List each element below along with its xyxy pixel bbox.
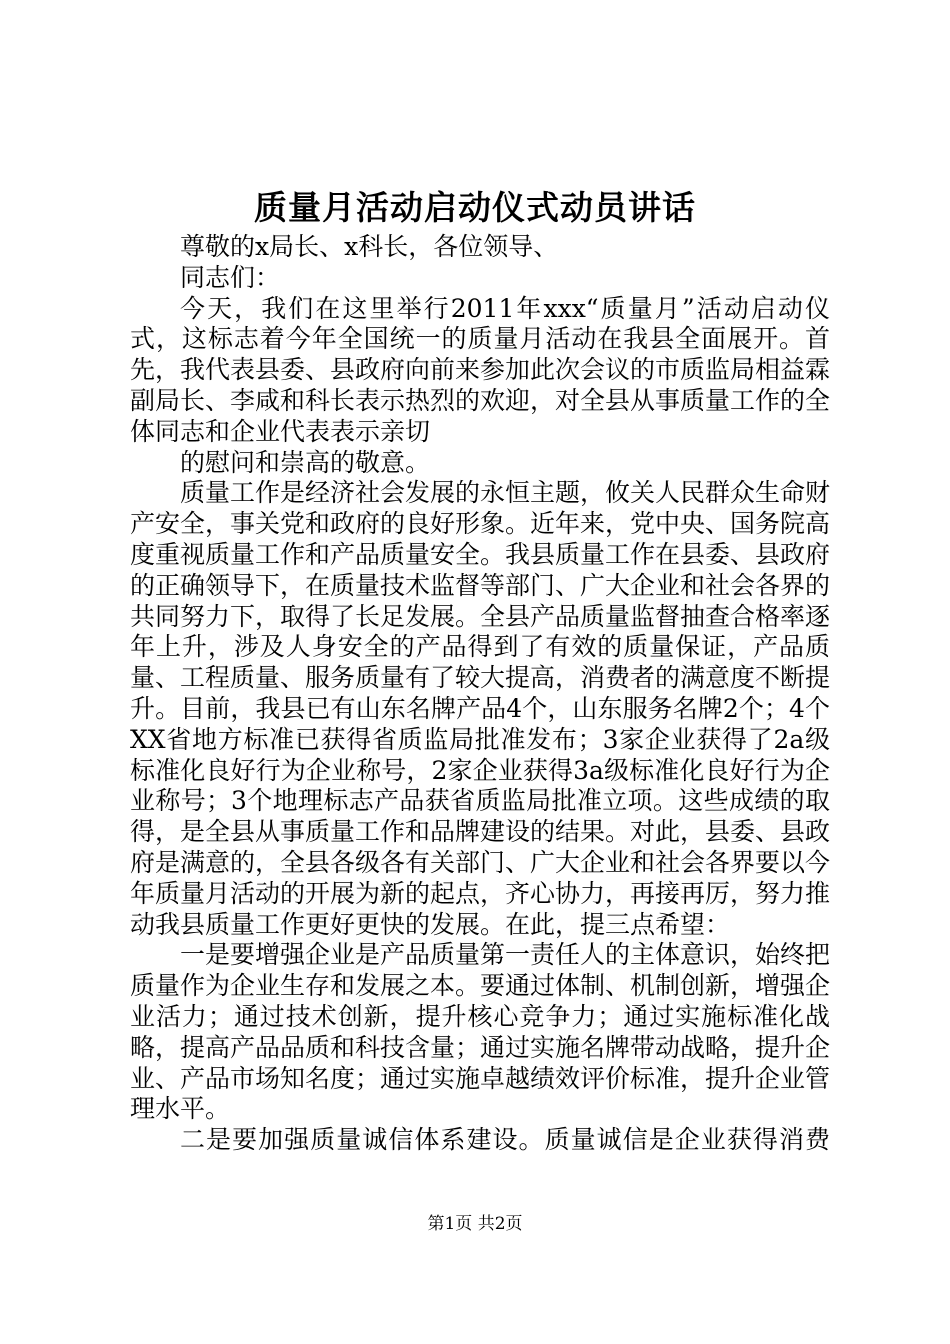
- paragraph-opening-continued: 的慰问和崇高的敬意。: [180, 447, 431, 477]
- paragraph-quality-work: 质量工作是经济社会发展的永恒主题，攸关人民群众生命财产安全，事关党和政府的良好形象。近年来，党中央、国务院高度重视质量工作和产品质量安全。我县质量工作在县委、县政府的正确领导下，在质量技术监督等部门、广大企业和社会各界的共同努力下，取得了长足发展。全县产品质量监督抽查合格率逐年上升，涉及人身安全的产品得到了有效的质量保证，产品质量、工程质量、服务质量有了较大提高，消费者的满意度不断提升。目前，我县已有山东名牌产品4个，山东服务名牌2个；4个XX省地方标准已获得省质监局批准发布；3家企业获得了2a级标准化良好行为企业称号，2家企业获得3a级标准化良好行为企业称号；3个地理标志产品获省质监局批准立项。这些成绩的取得，是全县从事质量工作和品牌建设的结果。对此，县委、县政府是满意的，全县各级各有关部门、广大企业和社会各界要以今年质量月活动的开展为新的起点，齐心协力，再接再厉，努力推动我县质量工作更好更快的发展。在此，提三点希望：: [130, 478, 831, 939]
- page-footer: 第1页 共2页: [427, 1214, 523, 1234]
- paragraph-hope-one: 一是要增强企业是产品质量第一责任人的主体意识，始终把质量作为企业生存和发展之本。要通过体制、机制创新，增强企业活力；通过技术创新，提升核心竞争力；通过实施标准化战略，提高产品品质和科技含量；通过实施名牌带动战略，提升企业、产品市场知名度；通过实施卓越绩效评价标准，提升企业管理水平。: [130, 940, 831, 1124]
- document-body: [130, 232, 830, 1156]
- document-title: 质量月活动启动仪式动员讲话: [254, 188, 696, 227]
- paragraph-opening: 今天，我们在这里举行2011年xxx“质量月”活动启动仪式，这标志着今年全国统一的质量月活动在我县全面展开。首先，我代表县委、县政府向前来参加此次会议的市质监局相益霖副局长、李咸和科长表示热烈的欢迎，对全县从事质量工作的全体同志和企业代表表示亲切: [130, 293, 831, 446]
- salutation-line-2: 同志们：: [180, 262, 281, 292]
- salutation-line-1: 尊敬的x局长、x科长，各位领导、: [180, 232, 559, 261]
- paragraph-hope-two: 二是要加强质量诚信体系建设。质量诚信是企业获得消费: [180, 1125, 830, 1155]
